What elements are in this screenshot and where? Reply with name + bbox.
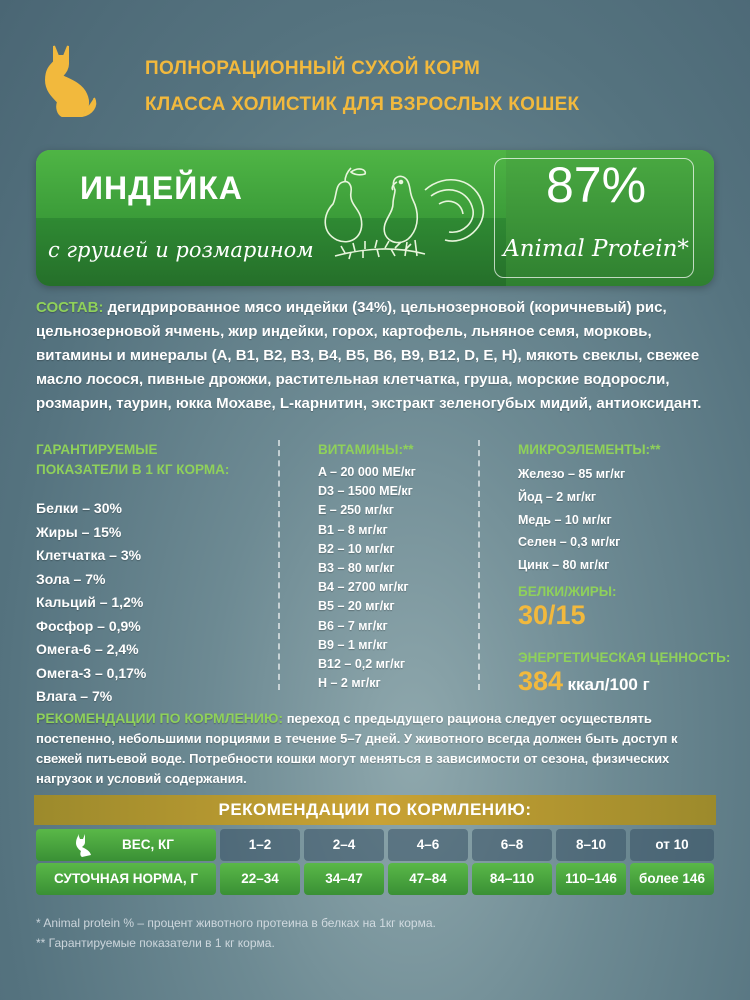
list-item: D3 – 1500 МЕ/кг	[318, 484, 413, 499]
weight-label: ВЕС, КГ	[122, 837, 174, 852]
list-item: Зола – 7%	[36, 570, 106, 587]
cat-silhouette-icon	[32, 40, 112, 120]
norm-cell: 34–47	[304, 863, 384, 895]
list-item: Влага – 7%	[36, 688, 113, 704]
pear-icon	[325, 168, 365, 242]
list-item: Медь – 10 мг/кг	[518, 512, 612, 527]
vitamins-list	[318, 463, 478, 693]
weight-cell: 8–10	[556, 829, 626, 861]
list-item: B9 – 1 мг/кг	[318, 637, 388, 652]
header-line-2: КЛАССА ХОЛИСТИК ДЛЯ ВЗРОСЛЫХ КОШЕК	[145, 94, 580, 115]
microelements-title: МИКРОЭЛЕМЕНТЫ:**	[518, 442, 661, 457]
product-subtitle: с грушей и розмарином	[48, 238, 314, 262]
list-item: Омега-3 – 0,17%	[36, 664, 147, 681]
footnote-1: * Animal protein % – процент животного протеина в белках на 1кг корма.	[36, 916, 436, 930]
list-item: Клетчатка – 3%	[36, 547, 142, 563]
cat-small-icon	[70, 831, 98, 859]
energy-unit: ккал/100 г	[567, 675, 650, 694]
header-line-1: ПОЛНОРАЦИОННЫЙ СУХОЙ КОРМ	[145, 58, 481, 79]
list-item: B12 – 0,2 мг/кг	[318, 656, 406, 671]
microelements-section	[518, 440, 718, 577]
list-item: Фосфор – 0,9%	[36, 617, 141, 634]
list-item: Жиры – 15%	[36, 523, 122, 540]
list-item: E – 250 мг/кг	[318, 503, 394, 518]
norm-cell: более 146	[630, 863, 714, 895]
composition-text: дегидрированное мясо индейки (34%), цельнозерновой (коричневый) рис, цельнозерновой ячмень, жир индейки, горох, картофель, льняное семя, морковь, витамины и минералы (A, B1, B2, B3, B4, B5, B6, B9, B12, D, E, H), мякоть свеклы, свежее масло лосося, пивные дрожжи, растительная клетчатка, груша, морские водоросли, розмарин, таурин, юкка Мохаве, L-карнитин, экстракт зеленогубых мидий, антиоксидант.	[36, 299, 702, 412]
protein-fat-value: 30/15	[518, 600, 586, 630]
energy-label: ЭНЕРГЕТИЧЕСКАЯ ЦЕННОСТЬ:	[518, 650, 731, 665]
protein-percent: 87%	[545, 157, 647, 213]
feeding-text: переход с предыдущего рациона следует осуществлять постепенно, небольшими порциями в течение 5–7 дней. У животного всегда должен быть доступ к свежей питьевой воде. Потребности кошки могут меняться в зависимости от сезона, физических нагрузок и условий содержания.	[36, 711, 678, 786]
list-item: B6 – 7 мг/кг	[318, 618, 388, 633]
list-item: B4 – 2700 мг/кг	[318, 580, 409, 595]
feeding-label: РЕКОМЕНДАЦИИ ПО КОРМЛЕНИЮ:	[36, 710, 284, 726]
composition-paragraph	[36, 296, 716, 416]
norm-cell: 110–146	[556, 863, 626, 895]
weight-header-cell	[36, 829, 216, 861]
protein-fat-label: БЕЛКИ/ЖИРЫ:	[518, 584, 617, 599]
list-item: Кальций – 1,2%	[36, 594, 144, 610]
list-item: A – 20 000 МЕ/кг	[318, 465, 416, 479]
guaranteed-title-1: ГАРАНТИРУЕМЫЕ	[36, 442, 158, 457]
list-item: B2 – 10 мг/кг	[318, 541, 395, 556]
feeding-table-title: РЕКОМЕНДАЦИИ ПО КОРМЛЕНИЮ:	[34, 795, 716, 825]
list-item: Омега-6 – 2,4%	[36, 641, 139, 657]
guaranteed-section	[36, 440, 276, 709]
norm-cell: 47–84	[388, 863, 468, 895]
norm-header-cell: СУТОЧНАЯ НОРМА, Г	[36, 863, 216, 895]
feeding-paragraph	[36, 708, 716, 789]
weight-cell: от 10	[630, 829, 714, 861]
vitamins-title: ВИТАМИНЫ:**	[318, 442, 414, 457]
column-divider	[478, 440, 480, 690]
list-item: Йод – 2 мг/кг	[518, 489, 597, 504]
pear-turkey-illustration	[315, 160, 495, 270]
guaranteed-title-2: ПОКАЗАТЕЛИ В 1 КГ КОРМА:	[36, 462, 230, 477]
norm-cell: 22–34	[220, 863, 300, 895]
weight-cell: 1–2	[220, 829, 300, 861]
list-item: B3 – 80 мг/кг	[318, 560, 395, 575]
energy-value-group	[518, 666, 650, 697]
rosemary-icon	[335, 240, 425, 259]
animal-protein-label: Animal Protein*	[503, 236, 689, 262]
column-divider	[278, 440, 280, 690]
list-item: Цинк – 80 мг/кг	[518, 558, 610, 573]
norm-cell: 84–110	[472, 863, 552, 895]
weight-cell: 4–6	[388, 829, 468, 861]
list-item: B1 – 8 мг/кг	[318, 522, 388, 537]
weight-cell: 6–8	[472, 829, 552, 861]
list-item: Белки – 30%	[36, 500, 122, 516]
microelements-list	[518, 463, 718, 577]
list-item: B5 – 20 мг/кг	[318, 599, 395, 614]
vitamins-section	[318, 440, 478, 693]
list-item: H – 2 мг/кг	[318, 676, 381, 691]
guaranteed-list	[36, 497, 276, 709]
footnote-2: ** Гарантируемые показатели в 1 кг корма.	[36, 936, 275, 950]
composition-label: СОСТАВ:	[36, 299, 104, 316]
list-item: Железо – 85 мг/кг	[518, 467, 626, 481]
energy-value: 384	[518, 666, 564, 696]
product-title: ИНДЕЙКА	[80, 170, 243, 206]
weight-cell: 2–4	[304, 829, 384, 861]
list-item: Селен – 0,3 мг/кг	[518, 535, 621, 550]
